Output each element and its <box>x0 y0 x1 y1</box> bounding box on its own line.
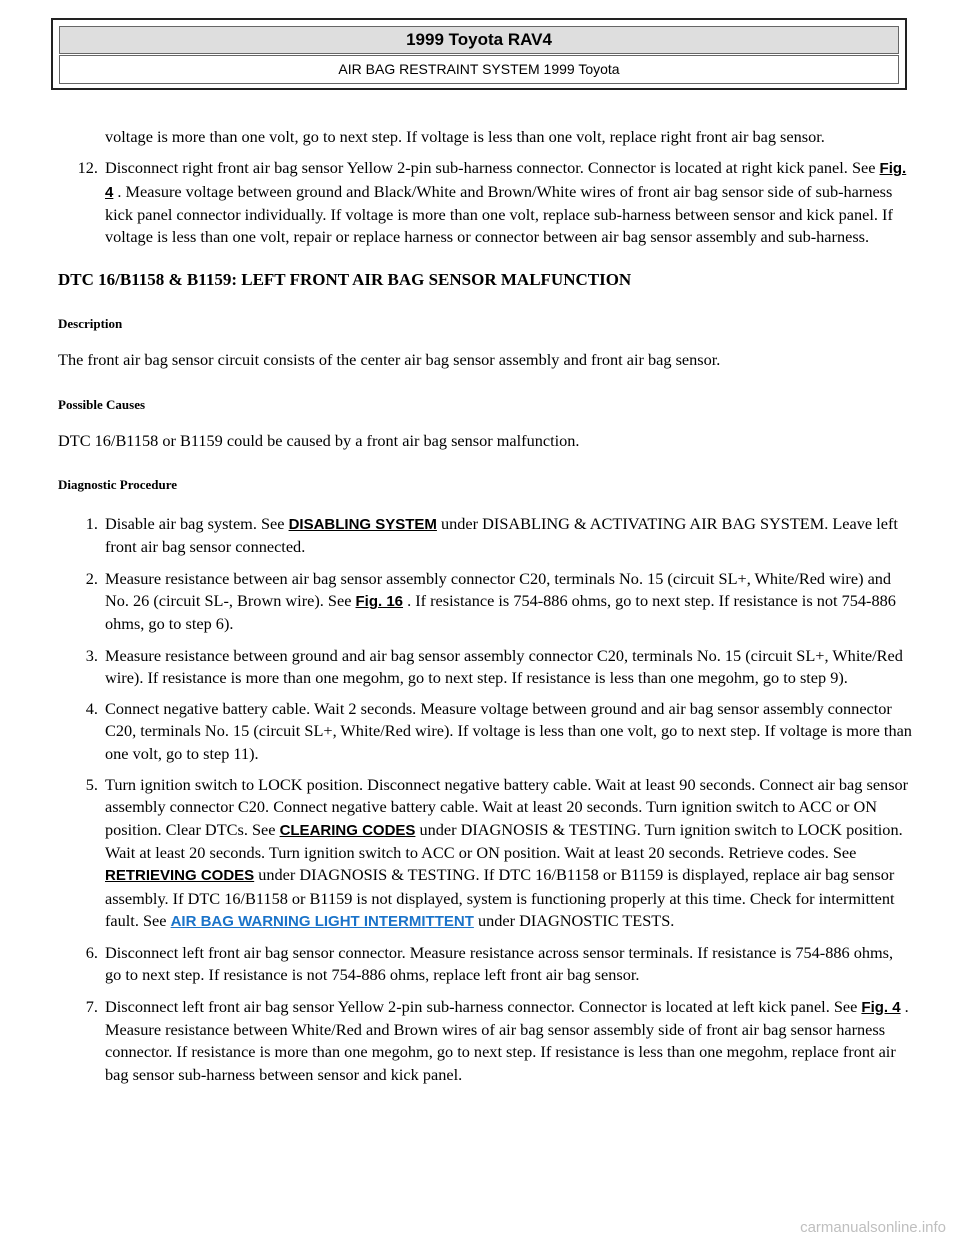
step-item: 7. Disconnect left front air bag sensor Yellow 2-pin sub-harness connector. Connector is located at left kick panel. See Fig. 4 . Measure resistance between White/Red and Brown wires of air bag sensor assembly side of front air bag sensor harness connector. If resistance is more than one megohm, go to next step. If resistance is less than one megohm, replace front air bag sensor sub-harness between sensor and kick panel. <box>58 996 913 1086</box>
section-heading: DTC 16/B1158 & B1159: LEFT FRONT AIR BAG SENSOR MALFUNCTION <box>58 270 632 290</box>
warning-light-intermittent-link[interactable]: AIR BAG WARNING LIGHT INTERMITTENT <box>170 912 474 930</box>
retrieving-codes-link[interactable]: RETRIEVING CODES <box>105 867 255 885</box>
description-heading: Description <box>58 316 123 332</box>
step-item: 1. Disable air bag system. See DISABLING SYSTEM under DISABLING & ACTIVATING AIR BAG SYSTEM. Leave left front air bag sensor connected. <box>58 513 913 559</box>
document-subtitle: AIR BAG RESTRAINT SYSTEM 1999 Toyota <box>59 55 899 84</box>
step-item: 6. Disconnect left front air bag sensor connector. Measure resistance across sensor terminals. If resistance is 754-886 ohms, go to next step. If resistance is not 754-886 ohms, replace left front air bag sensor. <box>58 942 913 987</box>
document-title: 1999 Toyota RAV4 <box>59 26 899 54</box>
step-number: 6. <box>85 943 98 963</box>
fig-16-link[interactable]: Fig. 16 <box>355 592 404 610</box>
step-number: 4. <box>85 699 98 719</box>
diagnostic-step-list <box>58 513 913 1086</box>
possible-causes-heading: Possible Causes <box>58 396 146 412</box>
document-header <box>51 18 907 90</box>
diagnostic-procedure-heading: Diagnostic Procedure <box>58 477 178 493</box>
step-number: 2. <box>85 568 98 588</box>
step-number: 1. <box>85 514 98 534</box>
step-number: 3. <box>85 645 98 665</box>
watermark: carmanualsonline.info <box>800 1219 946 1236</box>
fig-4-link[interactable]: Fig. 4 <box>861 998 901 1016</box>
step-list-previous <box>58 157 913 248</box>
fig-4-link[interactable]: Fig. 4 <box>105 160 907 201</box>
continued-paragraph: voltage is more than one volt, go to next step. If voltage is less than one volt, replace right front air bag sensor. <box>105 127 825 146</box>
possible-causes-text: DTC 16/B1158 or B1159 could be caused by a front air bag sensor malfunction. <box>58 430 580 450</box>
step-item: 2. Measure resistance between air bag sensor assembly connector C20, terminals No. 15 (circuit SL+, White/Red wire) and No. 26 (circuit SL-, Brown wire). See Fig. 16 . If resistance is 754-886 ohms, go to next step. If resistance is not 754-886 ohms, go to step 6). <box>58 568 913 636</box>
step-item: 3. Measure resistance between ground and air bag sensor assembly connector C20, terminals No. 15 (circuit SL+, White/Red wire). If resistance is more than one megohm, go to next step. If resistance is less than one megohm, go to step 9). <box>58 645 913 690</box>
step-number: 5. <box>85 775 98 795</box>
step-number: 7. <box>85 996 98 1016</box>
description-text: The front air bag sensor circuit consists of the center air bag sensor assembly and front air bag sensor. <box>58 350 721 370</box>
clearing-codes-link[interactable]: CLEARING CODES <box>279 821 416 839</box>
disabling-system-link[interactable]: DISABLING SYSTEM <box>288 516 437 534</box>
step-item: 12. Disconnect right front air bag sensor Yellow 2-pin sub-harness connector. Connector is located at right kick panel. See Fig. 4 . Measure voltage between ground and Black/White and Brown/White wires of front air bag sensor side of sub-harness kick panel connector individually. If voltage is more than one volt, replace sub-harness between sensor and kick panel. If voltage is less than one volt, repair or replace harness or connector between air bag sensor assembly and sub-harness. <box>58 157 913 248</box>
step-item: 4. Connect negative battery cable. Wait 2 seconds. Measure voltage between ground and air bag sensor assembly connector C20, terminals No. 15 (circuit SL+, White/Red wire). If voltage is less than one volt, go to next step. If voltage is more than one volt, go to step 11). <box>58 698 913 765</box>
document-body <box>58 126 913 1095</box>
step-item: 5. Turn ignition switch to LOCK position. Disconnect negative battery cable. Wait at least 90 seconds. Connect air bag sensor assembly connector C20. Connect negative battery cable. Wait at least 20 seconds. Turn ignition switch to ACC or ON position. Clear DTCs. See CLEARING CODES under DIAGNOSIS & TESTING. Turn ignition switch to LOCK position. Wait at least 20 seconds. Turn ignition switch to ACC or ON position. Wait at least 20 seconds. Retrieve codes. See RETRIEVING CODES under DIAGNOSIS & TESTING. If DTC 16/B1158 or B1159 is displayed, replace air bag sensor assembly. If DTC 16/B1158 or B1159 is not displayed, system is functioning properly at this time. Check for intermittent fault. See AIR BAG WARNING LIGHT INTERMITTENT under DIAGNOSTIC TESTS. <box>58 774 913 933</box>
step-number: 12. <box>77 158 98 178</box>
